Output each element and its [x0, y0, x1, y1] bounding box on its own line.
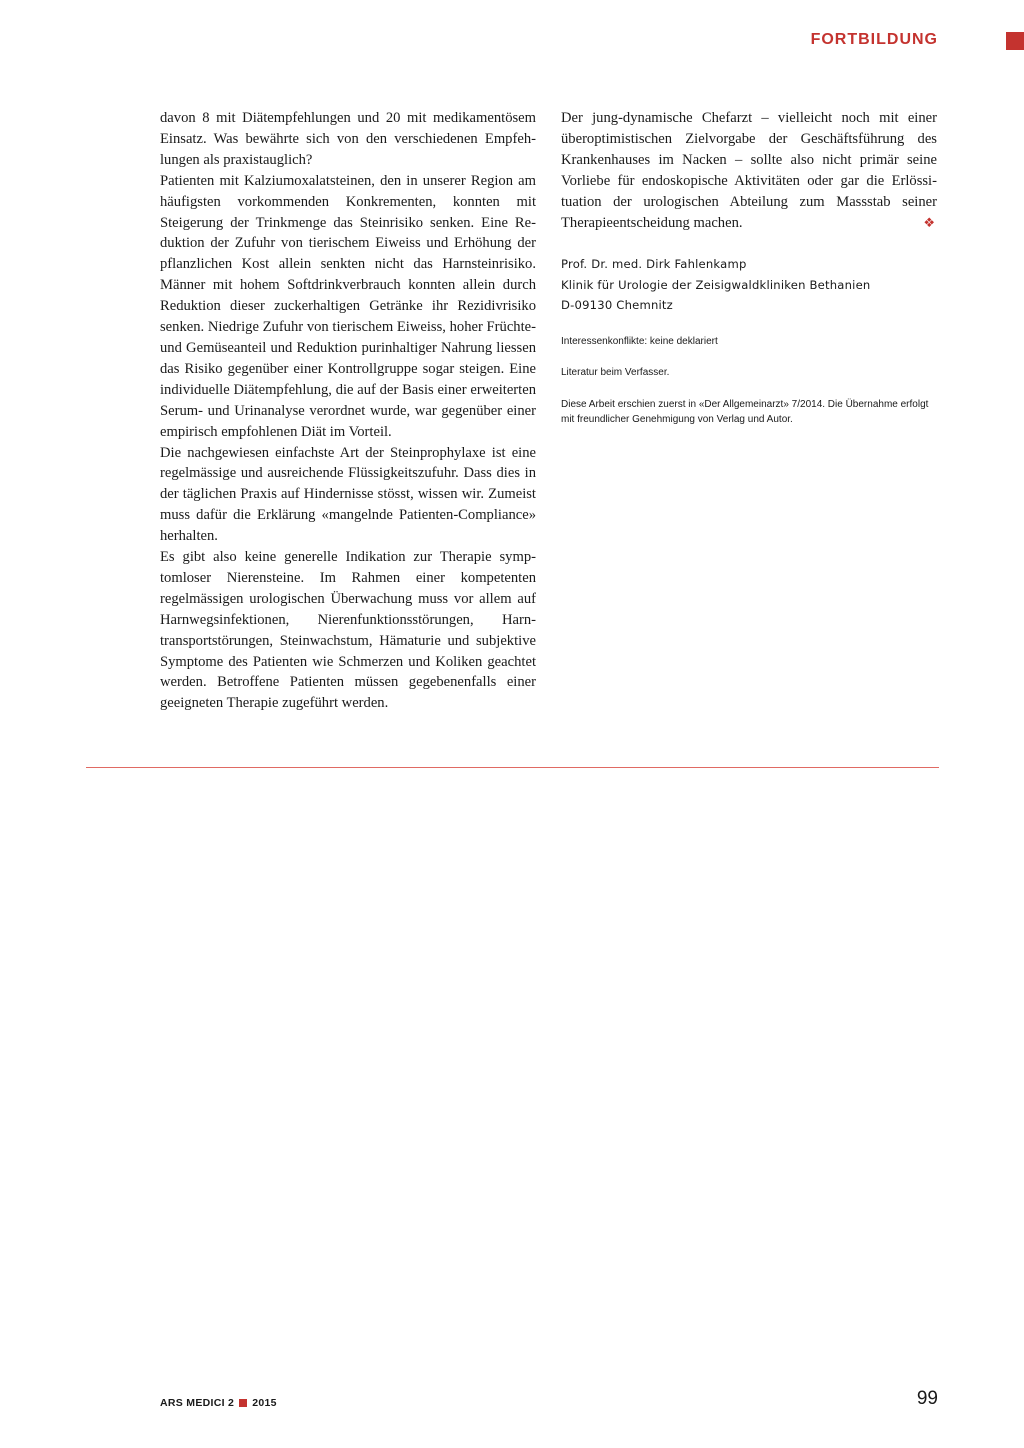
body-paragraph — [561, 108, 937, 233]
section-title: FORTBILDUNG — [810, 31, 938, 48]
author-address: D-09130 Chemnitz — [561, 298, 673, 312]
body-paragraph: Patienten mit Kalziumoxalatsteinen, den in unserer Region am häufigsten vorkommenden Konkrementen, konnten mit Steigerung der Trinkmenge das Steinrisiko senken. Eine Reduktion der Zufuhr von tierischem Eiweiss und Erhöhung der pflanzlichen Kost allein senkten nicht das Harnsteinrisiko. Männer mit hohem Softdrinkverbrauch konnten allein durch Reduktion dieser zuckerhaltigen Getränke ihr Rezidivrisiko senken. Niedrige Zufuhr von tierischem Eiweiss, hoher Früchte- und Gemüseanteil und Reduktion purinhaltiger Nahrung liessen das Risiko gegenüber einer Kontrollgruppe sogar steigen. Eine individuelle Diätempfehlung, die auf der Basis einer erweiterten Serum- und Urinanalyse verordnet wurde, war gegenüber einer empirisch empfohlenen Diät im Vorteil. — [160, 172, 536, 440]
divider-line — [86, 767, 939, 768]
section-marker-square — [1006, 32, 1024, 50]
journal-footer — [160, 1397, 277, 1409]
diamond-ornament-icon: ❖ — [923, 214, 935, 230]
journal-year: 2015 — [252, 1397, 277, 1409]
footer-marker-square — [239, 1399, 247, 1407]
body-paragraph: Die nachgewiesen einfachste Art der Steinprophylaxe ist eine regelmässige und ausreichende Flüssigkeitszufuhr. Dass dies in der täglichen Praxis auf Hindernisse stösst, wissen wir. Zumeist muss dafür die Erklärung «mangelnde Patienten-Compliance» herhalten. — [160, 444, 536, 545]
author-name: Prof. Dr. med. Dirk Fahlenkamp — [561, 257, 747, 271]
page-number: 99 — [916, 1388, 938, 1409]
left-text-column — [160, 108, 536, 714]
closing-paragraph-text: Der jung-dynamische Chefarzt – vielleicht noch mit einer überoptimistischen Zielvorgabe der Geschäftsführung des Krankenhauses im Nacken – sollte also nicht primär seine Vorliebe für endoskopische Aktivitäten oder gar die Erlössituation der urologischen Abteilung zum Massstab seiner Therapieentscheidung machen. — [561, 110, 937, 231]
author-block — [561, 254, 937, 316]
right-text-column — [561, 108, 937, 233]
journal-name: ARS MEDICI 2 — [160, 1397, 235, 1409]
literature-note: Literatur beim Verfasser. — [561, 367, 670, 378]
body-paragraph: Es gibt also keine generelle Indikation zur Therapie symptomloser Nierensteine. Im Rahmen einer kompetenten regelmässigen urologischen Überwachung muss vor allem auf Harnwegsinfektionen, Nierenfunktionsstörungen, Harntransportstörungen, Steinwachstum, Hämaturie und subjektive Symptome des Patienten wie Schmerzen und Koliken geachtet werden. Betroffene Patienten müssen gegebenenfalls einer geeigneten Therapie zugeführt werden. — [160, 549, 536, 712]
author-institution: Klinik für Urologie der Zeisigwaldkliniken Bethanien — [561, 277, 871, 292]
conflict-of-interest-note: Interessenkonflikte: keine deklariert — [561, 336, 718, 347]
body-paragraph: davon 8 mit Diätempfehlungen und 20 mit medikamentösem Einsatz. Was bewährte sich von den verschiedenen Empfehlungen als praxistauglich? — [160, 110, 536, 168]
source-note: Diese Arbeit erschien zuerst in «Der Allgemeinarzt» 7/2014. Die Übernahme erfolgt mit freundlicher Genehmigung von Verlag und Autor. — [561, 399, 929, 425]
